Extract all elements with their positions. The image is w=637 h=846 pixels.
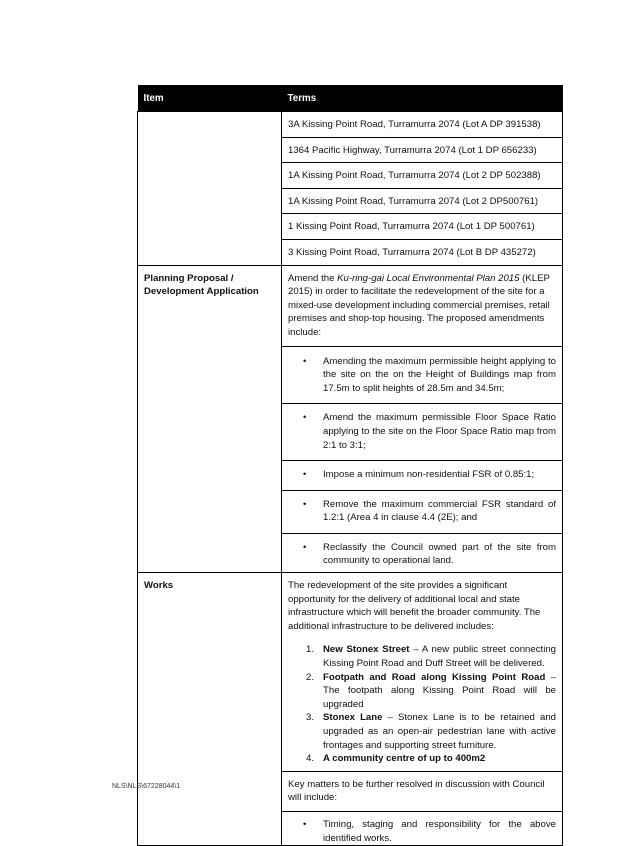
divider bbox=[282, 346, 562, 347]
address-line: 1A Kissing Point Road, Turramurra 2074 (Lot 2 DP 502388) bbox=[282, 163, 562, 189]
list-number: 4. bbox=[306, 753, 315, 765]
table-header-row bbox=[138, 85, 563, 112]
list-item-text: Remove the maximum commercial FSR standard of 1.2:1 (Area 4 in clause 4.4 (2E); and bbox=[323, 498, 556, 524]
footer-reference: NLS\NLS\67228044\1 bbox=[112, 783, 181, 790]
list-item-text: – Stonex Lane is to be retained and upgraded as an open-air pedestrian lane with active frontages and supporting street furniture. bbox=[323, 712, 556, 751]
address-list-cell bbox=[282, 112, 563, 266]
list-item bbox=[282, 460, 562, 482]
list-item bbox=[288, 711, 556, 752]
planning-label: Planning Proposal / Development Application bbox=[138, 265, 282, 573]
list-item-text: Reclassify the Council owned part of the site from community to operational land. bbox=[323, 541, 556, 567]
key-matters-text: Key matters to be further resolved in discussion with Council will include: bbox=[288, 778, 545, 804]
bullet-icon: • bbox=[303, 469, 307, 481]
bullet-icon: • bbox=[303, 355, 307, 367]
plan-title-italic: Ku-ring-gai Local Environmental Plan 2015 bbox=[337, 272, 520, 284]
table-row-works bbox=[138, 573, 563, 846]
works-label: Works bbox=[138, 573, 282, 846]
divider bbox=[282, 771, 562, 772]
list-number: 1. bbox=[306, 644, 315, 656]
address-line: 1364 Pacific Highway, Turramurra 2074 (Lot 1 DP 656233) bbox=[282, 138, 562, 164]
bullet-icon: • bbox=[303, 412, 307, 424]
list-item bbox=[288, 643, 556, 670]
table-row-planning bbox=[138, 265, 563, 573]
list-item-text: Impose a minimum non-residential FSR of 0.85:1; bbox=[323, 469, 535, 481]
list-item bbox=[288, 818, 556, 845]
header-item: Item bbox=[138, 85, 282, 112]
list-item-text: – The footpath along Kissing Point Road will be upgraded bbox=[323, 671, 556, 710]
header-terms: Terms bbox=[282, 85, 563, 112]
list-item bbox=[282, 533, 562, 568]
planning-terms-cell bbox=[282, 265, 563, 573]
bullet-icon: • bbox=[303, 541, 307, 553]
works-intro: The redevelopment of the site provides a significant opportunity for the delivery of additional local and state infrastructure which will benefit the broader community. The additional infrastructure to be delivered includes: bbox=[288, 580, 541, 632]
list-number: 2. bbox=[306, 671, 315, 683]
bullet-icon: • bbox=[303, 498, 307, 510]
list-item-text: Amend the maximum permissible Floor Space Ratio applying to the site on the Floor Space Ratio map from 2:1 to 3:1; bbox=[323, 412, 556, 451]
table-row-addresses bbox=[138, 112, 563, 266]
planning-bullet-list bbox=[288, 355, 556, 569]
list-item-text: – A new public street connecting Kissing Point Road and Duff Street will be delivered. bbox=[323, 644, 556, 670]
planning-intro bbox=[288, 272, 556, 340]
list-item-text: Timing, staging and responsibility for the above identified works. bbox=[323, 818, 556, 844]
works-numbered-list bbox=[288, 643, 556, 765]
list-item-title: New Stonex Street bbox=[323, 644, 410, 656]
list-item-title: Footpath and Road along Kissing Point Road bbox=[323, 671, 546, 683]
list-item bbox=[288, 355, 556, 396]
list-item bbox=[282, 403, 562, 452]
list-item-text: Amending the maximum permissible height applying to the site on the on the Height of Buildings map from 17.5m to split heights of 28.5m and 34.5m; bbox=[323, 355, 556, 394]
address-line: 1 Kissing Point Road, Turramurra 2074 (Lot 1 DP 500761) bbox=[282, 214, 562, 240]
planning-intro-text: Amend the bbox=[288, 272, 338, 284]
list-number: 3. bbox=[306, 712, 315, 724]
works-terms-cell bbox=[282, 573, 563, 846]
terms-table bbox=[137, 85, 563, 846]
address-item-cell bbox=[138, 112, 282, 266]
list-item bbox=[282, 490, 562, 525]
bullet-icon: • bbox=[303, 818, 307, 830]
list-item-title: A community centre of up to 400m2 bbox=[323, 753, 486, 765]
list-item-title: Stonex Lane bbox=[323, 712, 383, 724]
list-item bbox=[288, 752, 556, 766]
works-bullet-list bbox=[288, 818, 556, 845]
planning-intro-text-cont: (KLEP 2015) in order to facilitate the redevelopment of the site for a mixed-use development including commercial premises, retail premises and shop-top housing. The proposed amendments include: bbox=[288, 272, 550, 338]
list-item bbox=[288, 671, 556, 712]
divider bbox=[282, 811, 562, 812]
address-line: 3A Kissing Point Road, Turramurra 2074 (Lot A DP 391538) bbox=[282, 112, 562, 138]
address-line: 3 Kissing Point Road, Turramurra 2074 (Lot B DP 435272) bbox=[288, 246, 536, 258]
address-line: 1A Kissing Point Road, Turramurra 2074 (Lot 2 DP500761) bbox=[282, 189, 562, 215]
